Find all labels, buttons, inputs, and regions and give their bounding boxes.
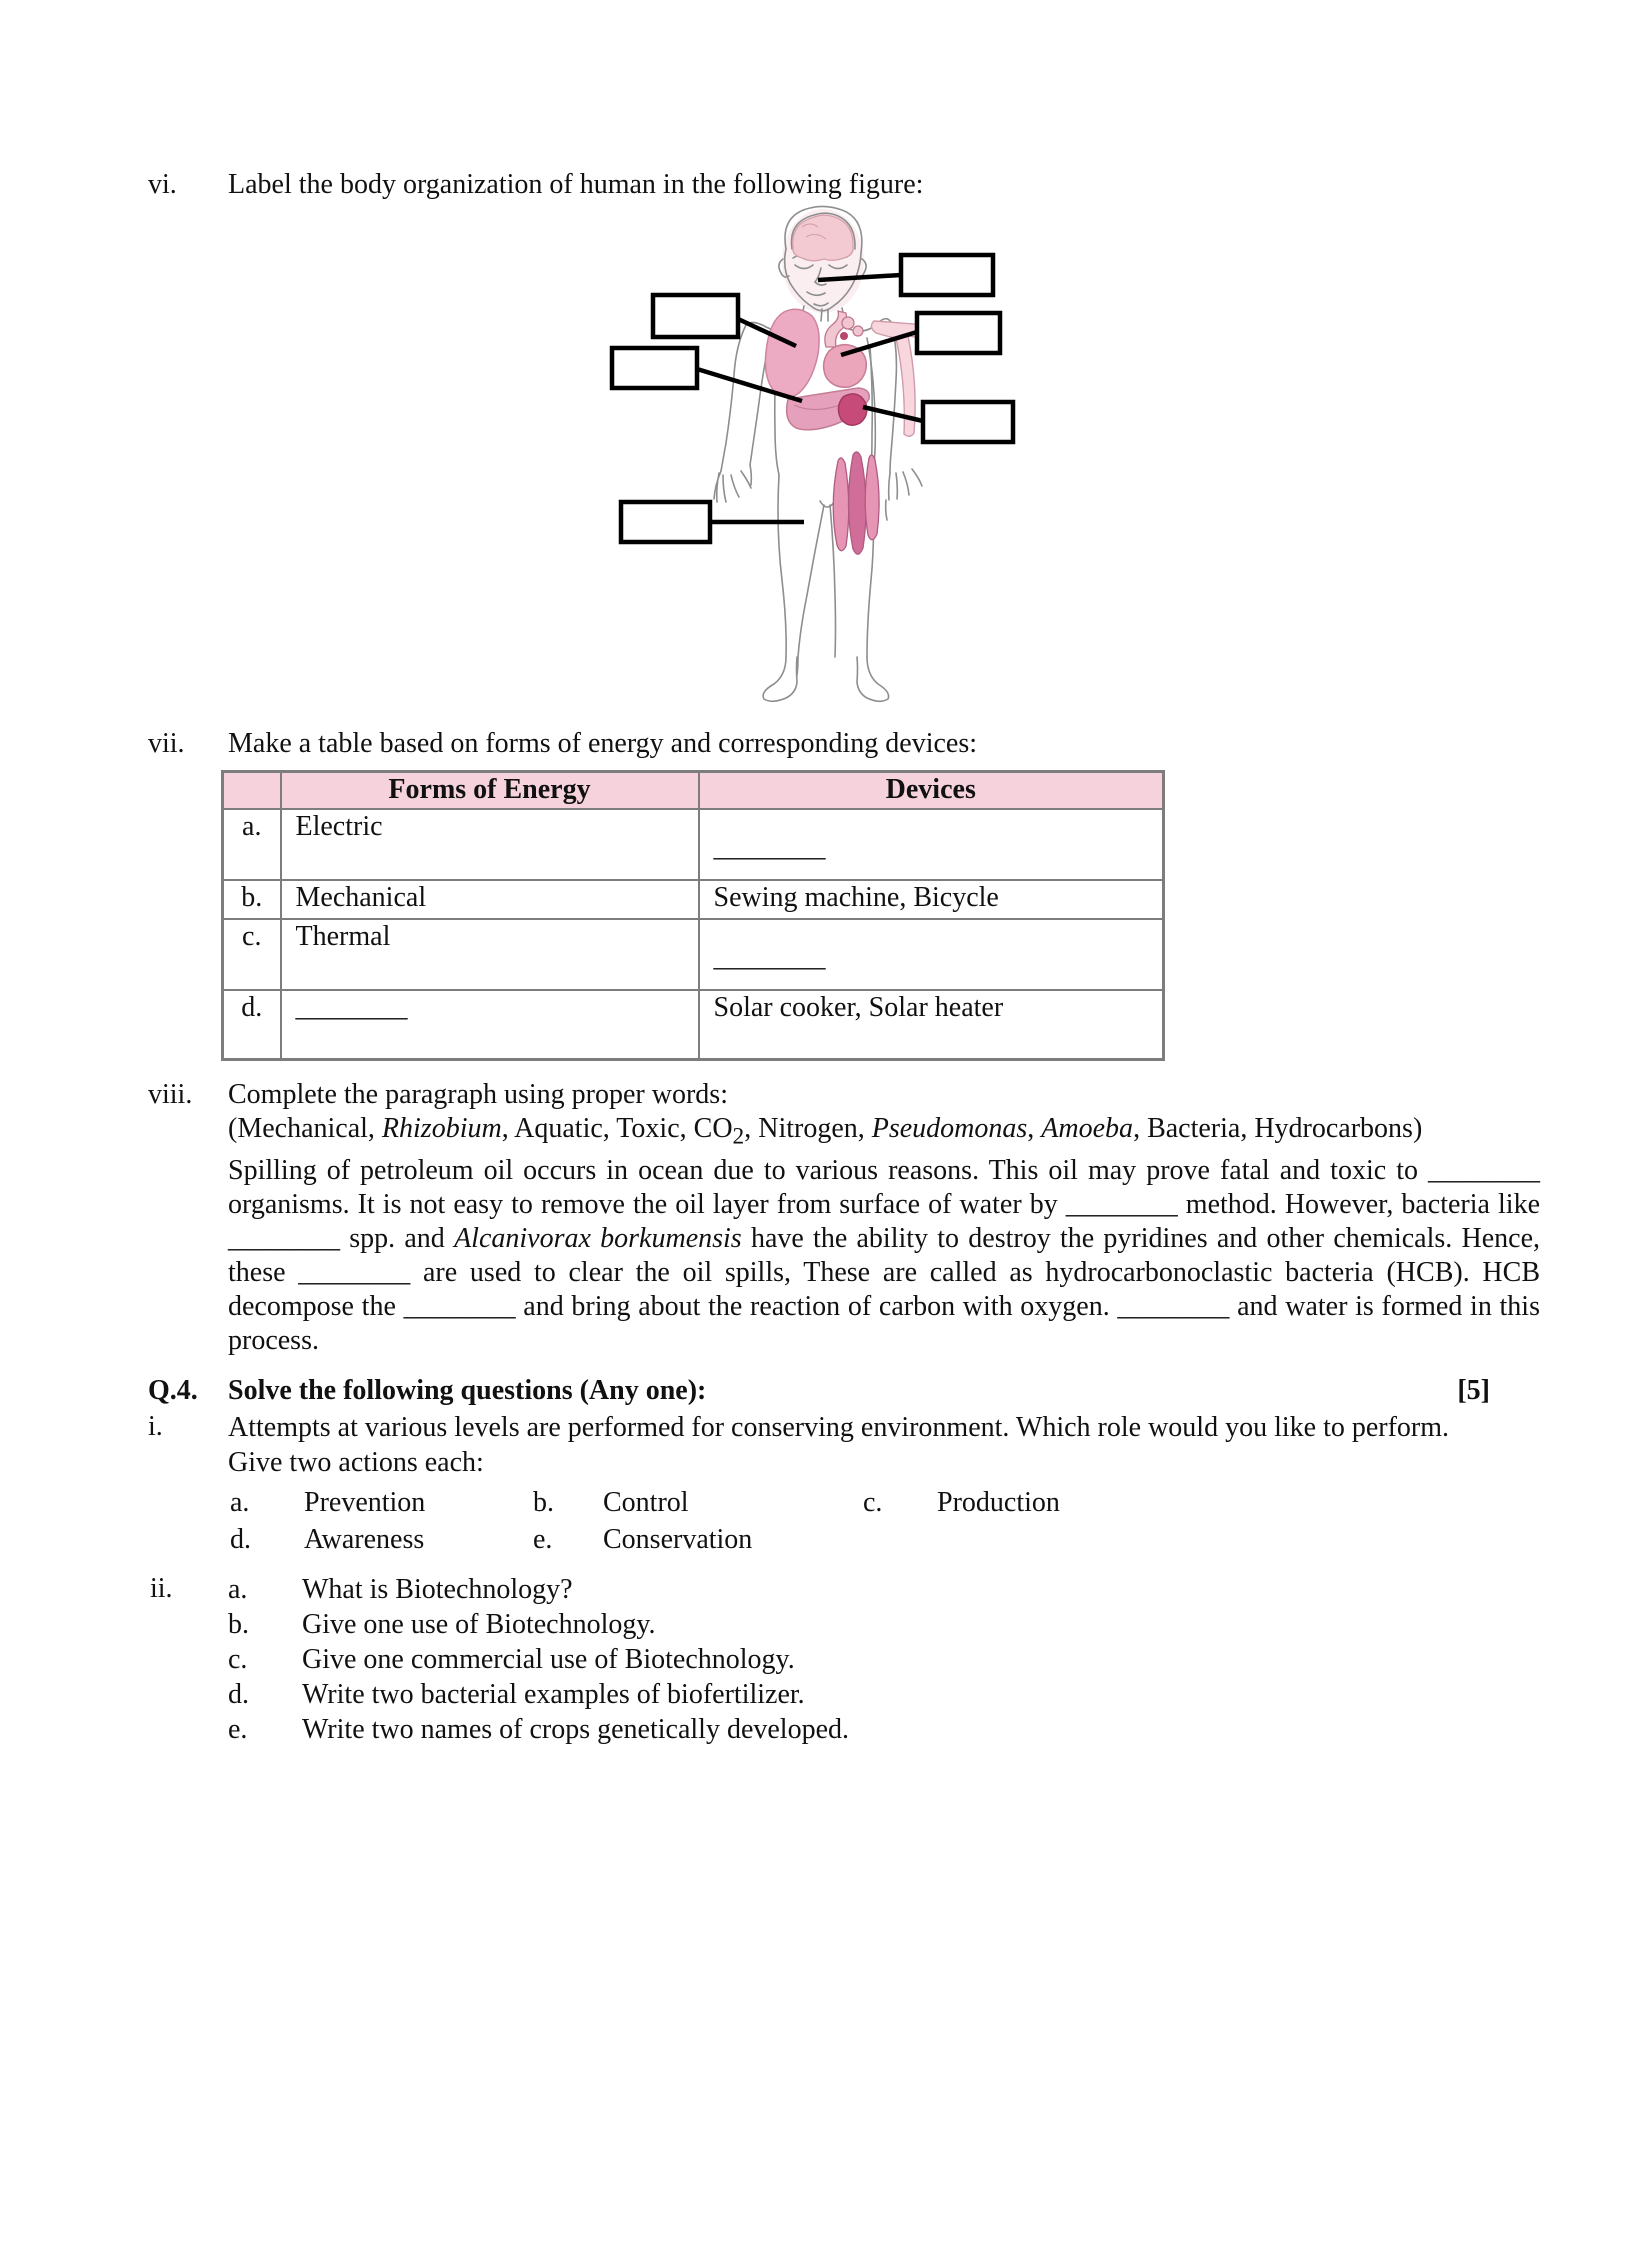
option-a-label: a. xyxy=(230,1487,250,1518)
question-vii-text: Make a table based on forms of energy and corresponding devices: xyxy=(228,728,978,759)
row-c-devices-blank[interactable]: ________ xyxy=(699,919,1164,990)
question-viii-word-bank: (Mechanical, Rhizobium, Aquatic, Toxic, $CO_2$, Nitrogen, Pseudomonas, Amoeba, Bacteria, Hydrocarbons) xyxy=(228,1113,1423,1150)
human-body-figure xyxy=(430,205,1070,715)
question-vi-text: Label the body organization of human in the following figure: xyxy=(228,169,924,200)
option-b-text: Control xyxy=(603,1487,689,1518)
header-devices: Devices xyxy=(699,772,1164,809)
question-vi-number: vi. xyxy=(148,169,177,200)
item-e-label: e. xyxy=(228,1714,248,1745)
row-a-label: a. xyxy=(223,809,281,880)
question-vi xyxy=(148,168,1548,202)
option-c-label: c. xyxy=(863,1487,883,1518)
question-4-ii xyxy=(150,1572,1542,1747)
label-box-liver[interactable] xyxy=(612,348,697,388)
table-row xyxy=(223,919,1164,990)
label-box-stomach[interactable] xyxy=(923,402,1013,442)
row-d-devices: Solar cooker, Solar heater xyxy=(699,990,1164,1060)
question-4 xyxy=(148,1374,1490,1408)
row-d-form-blank[interactable]: ________ xyxy=(281,990,699,1060)
row-b-form: Mechanical xyxy=(281,880,699,919)
question-4-i-text2: Give two actions each: xyxy=(228,1447,484,1478)
list-item xyxy=(228,1642,849,1677)
human-body-diagram xyxy=(430,205,1070,715)
question-4-ii-number: ii. xyxy=(150,1573,173,1604)
item-c-label: c. xyxy=(228,1644,248,1675)
option-e-label: e. xyxy=(533,1524,553,1555)
lung-organ xyxy=(765,309,819,397)
option-b-label: b. xyxy=(533,1487,554,1518)
row-b-label: b. xyxy=(223,880,281,919)
row-a-form: Electric xyxy=(281,809,699,880)
stomach-organ xyxy=(838,394,866,425)
label-box-mouth[interactable] xyxy=(901,255,993,295)
row-c-form: Thermal xyxy=(281,919,699,990)
label-box-lung[interactable] xyxy=(653,295,738,337)
label-box-heart[interactable] xyxy=(917,313,1000,353)
row-b-devices: Sewing machine, Bicycle xyxy=(699,880,1164,919)
header-forms-of-energy: Forms of Energy xyxy=(281,772,699,809)
table-row xyxy=(223,880,1164,919)
item-d-label: d. xyxy=(228,1679,249,1710)
table-row xyxy=(223,809,1164,880)
table-header-row xyxy=(223,772,1164,809)
question-viii-number: viii. xyxy=(148,1079,193,1110)
item-e-text: Write two names of crops genetically developed. xyxy=(302,1714,850,1745)
option-d-label: d. xyxy=(230,1524,251,1555)
list-item xyxy=(228,1677,849,1712)
question-4-i-options xyxy=(230,1486,1330,1566)
thigh-muscles xyxy=(833,452,879,554)
row-d-label: d. xyxy=(223,990,281,1060)
question-4-i-number: i. xyxy=(148,1411,163,1442)
heart-vessels xyxy=(825,311,863,347)
question-4-i-text: Attempts at various levels are performed for conserving environment. Which role would you like to perform. xyxy=(228,1412,1450,1443)
item-d-text: Write two bacterial examples of biofertilizer. xyxy=(302,1679,805,1710)
option-d-text: Awareness xyxy=(304,1524,425,1555)
question-viii-intro: Complete the paragraph using proper words: xyxy=(228,1079,728,1110)
item-b-label: b. xyxy=(228,1609,249,1640)
energy-devices-table xyxy=(221,770,1165,1061)
question-4-number: Q.4. xyxy=(148,1375,198,1406)
row-a-devices-blank[interactable]: ________ xyxy=(699,809,1164,880)
label-box-thigh-muscle[interactable] xyxy=(621,502,710,542)
item-a-text: What is Biotechnology? xyxy=(302,1574,573,1605)
list-item xyxy=(228,1607,849,1642)
option-e-text: Conservation xyxy=(603,1524,753,1555)
item-c-text: Give one commercial use of Biotechnology. xyxy=(302,1644,795,1675)
question-4-title: Solve the following questions (Any one): xyxy=(228,1375,707,1406)
question-viii-paragraph: Spilling of petroleum oil occurs in ocean due to various reasons. This oil may prove fatal and toxic to ________ organisms. It is not easy to remove the oil layer from surface of water by ________ method. However, bacteria like ________ spp. and Alcanivorax borkumensis have the ability to destroy the pyridines and other chemicals. Hence, these ________ are used to clear the oil spills, These are called as hydrocarbonoclastic bacteria (HCB). HCB decompose the ________ and bring about the reaction of carbon with oxygen. ________ and water is formed in this process. xyxy=(228,1154,1541,1356)
list-item xyxy=(228,1712,849,1747)
question-4-i xyxy=(148,1410,1540,1480)
question-vii-number: vii. xyxy=(148,728,185,759)
table-row xyxy=(223,990,1164,1060)
option-c-text: Production xyxy=(937,1487,1060,1518)
list-item xyxy=(228,1572,849,1607)
question-4-marks: [5] xyxy=(1457,1375,1490,1406)
row-c-label: c. xyxy=(223,919,281,990)
question-vii xyxy=(148,727,1548,761)
option-a-text: Prevention xyxy=(304,1487,426,1518)
item-a-label: a. xyxy=(228,1574,248,1605)
item-b-text: Give one use of Biotechnology. xyxy=(302,1609,656,1640)
question-viii xyxy=(148,1078,1540,1358)
header-blank xyxy=(223,772,281,809)
